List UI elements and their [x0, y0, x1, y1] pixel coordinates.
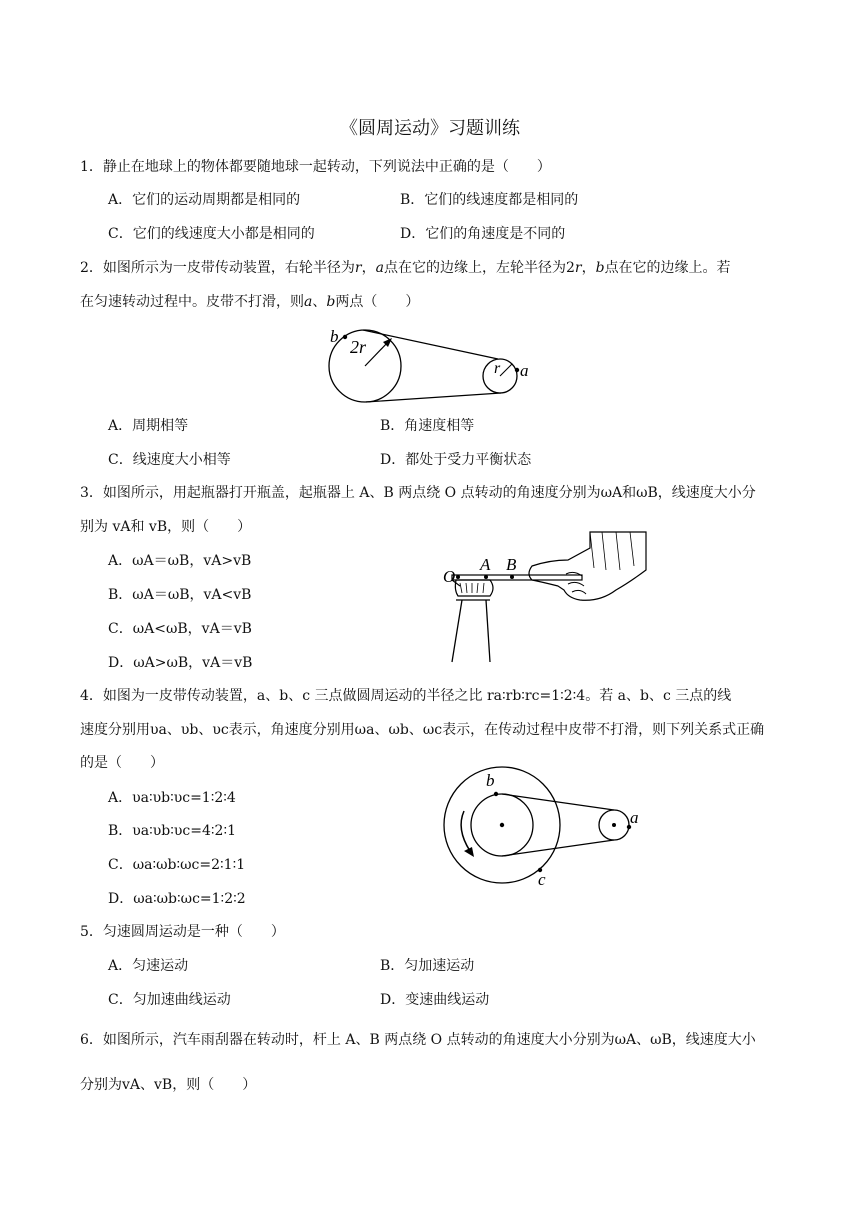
option-d: D．ωA>ωB，vA＝vB [108, 655, 253, 671]
belt-pulley-figure [320, 320, 540, 410]
label-O: O [443, 567, 456, 586]
label-b: b [330, 327, 339, 346]
label-b: b [486, 771, 495, 790]
option-b: B．ωA＝ωB，vA<vB [108, 587, 252, 603]
option-c: C．ωA<ωB，vA＝vB [108, 621, 252, 637]
page-title: 《圆周运动》习题训练 [340, 118, 520, 139]
option-b: B．匀加速运动 [380, 958, 475, 974]
label-A: A [480, 555, 491, 574]
option-d: D．都处于受力平衡状态 [380, 452, 532, 468]
question-stem-line-2: 别为 vA和 vB，则（ ） [80, 519, 252, 535]
option-d: D．变速曲线运动 [380, 992, 490, 1008]
option-a: A．匀速运动 [108, 958, 189, 974]
question-stem: 1．静止在地球上的物体都要随地球一起转动，下列说法中正确的是（ ） [80, 159, 551, 175]
option-b: B．它们的线速度都是相同的 [400, 192, 579, 208]
label-a: a [630, 808, 639, 827]
option-a: A．ωA＝ωB，vA>vB [108, 553, 252, 569]
question-stem-line-2: 在匀速转动过程中。皮带不打滑，则a、b两点（ ） [80, 294, 420, 310]
question-stem-line-3: 的是（ ） [80, 755, 164, 771]
question-stem-line-2: 分别为vA、vB，则（ ） [80, 1077, 257, 1093]
label-B: B [506, 555, 517, 574]
option-d: D．它们的角速度是不同的 [400, 226, 566, 242]
option-c: C．匀加速曲线运动 [108, 992, 231, 1008]
option-d: D．ωa∶ωb∶ωc=1∶2∶2 [108, 891, 246, 907]
option-c: C．线速度大小相等 [108, 452, 231, 468]
option-c: C．它们的线速度大小都是相同的 [108, 226, 315, 242]
belt-drive-figure [440, 765, 650, 890]
question-stem-line-1: 2．如图所示为一皮带传动装置，右轮半径为r，a点在它的边缘上，左轮半径为2r，b点在它的边缘上。若 [80, 260, 731, 276]
question-stem-line-2: 速度分别用υa、υb、υc表示，角速度分别用ωa、ωb、ωc表示，在传动过程中皮带不打滑，则下列关系式正确 [80, 722, 765, 738]
label-r: r [494, 360, 501, 377]
option-c: C．ωa∶ωb∶ωc=2∶1∶1 [108, 857, 246, 873]
question-stem-line-1: 3．如图所示，用起瓶器打开瓶盖，起瓶器上 A、B 两点绕 O 点转动的角速度分别为ωA和ωB，线速度大小分 [80, 485, 756, 501]
option-a: A．υa∶υb∶υc=1∶2∶4 [108, 790, 236, 806]
option-b: B．角速度相等 [380, 418, 475, 434]
bottle-opener-figure [440, 530, 650, 665]
label-a: a [520, 361, 529, 380]
option-b: B．υa∶υb∶υc=4∶2∶1 [108, 823, 236, 839]
label-2r: 2r [350, 337, 367, 357]
question-stem-line-1: 6．如图所示，汽车雨刮器在转动时，杆上 A、B 两点绕 O 点转动的角速度大小分别为ωA、ωB，线速度大小 [80, 1032, 756, 1048]
question-stem: 5．匀速圆周运动是一种（ ） [80, 924, 285, 940]
question-stem-line-1: 4．如图为一皮带传动装置，a、b、c 三点做圆周运动的半径之比 ra∶rb∶rc=1∶2∶4。若 a、b、c 三点的线 [80, 688, 732, 704]
option-a: A．周期相等 [108, 418, 189, 434]
label-c: c [538, 870, 546, 889]
option-a: A．它们的运动周期都是相同的 [108, 192, 301, 208]
